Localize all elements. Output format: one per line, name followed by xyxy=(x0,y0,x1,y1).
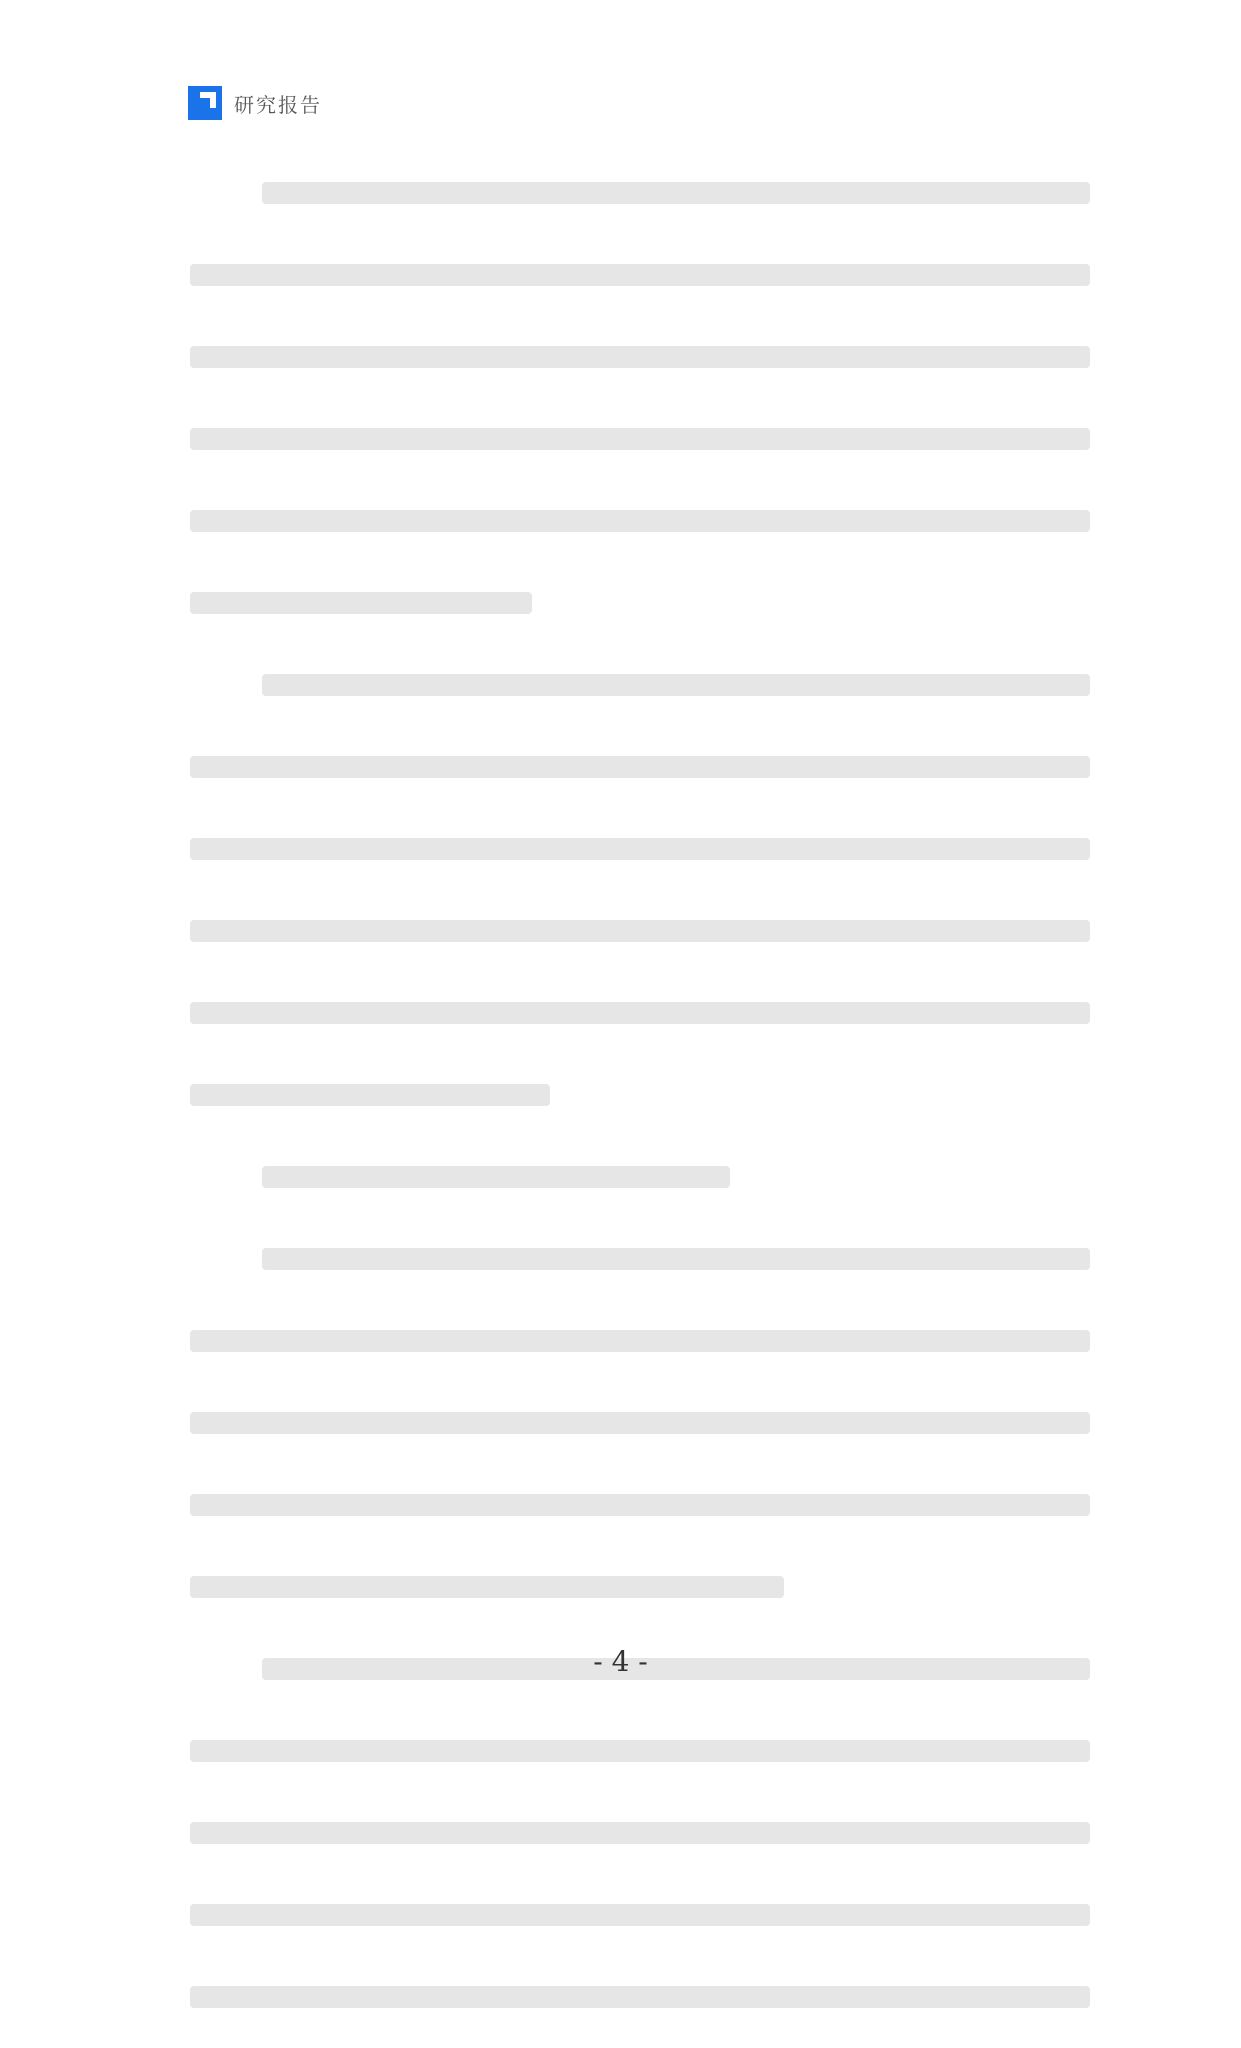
paragraph-line xyxy=(190,1412,1090,1474)
document-body xyxy=(190,162,1090,2048)
paragraph-line xyxy=(190,838,1090,900)
paragraph-line xyxy=(190,428,1090,490)
page-header xyxy=(188,86,322,120)
paragraph-line xyxy=(190,592,1090,654)
paragraph-line xyxy=(190,1494,1090,1556)
paragraph-line xyxy=(190,756,1090,818)
report-logo-icon xyxy=(188,86,222,120)
paragraph-line xyxy=(190,182,1090,244)
paragraph-line xyxy=(190,346,1090,408)
paragraph-line xyxy=(190,1740,1090,1802)
paragraph-line xyxy=(190,1986,1090,2048)
paragraph-line xyxy=(190,1330,1090,1392)
paragraph-line xyxy=(190,1904,1090,1966)
paragraph-line xyxy=(190,920,1090,982)
paragraph-line xyxy=(190,1084,1090,1146)
paragraph-line xyxy=(190,1822,1090,1884)
header-title: 研究报告 xyxy=(234,92,322,117)
paragraph-line xyxy=(190,510,1090,572)
paragraph-line xyxy=(190,1576,1090,1638)
paragraph-line xyxy=(190,1002,1090,1064)
paragraph-line xyxy=(190,1248,1090,1310)
section-heading xyxy=(190,1166,1090,1228)
paragraph-line xyxy=(190,674,1090,736)
paragraph-line xyxy=(190,264,1090,326)
page-number: - 4 - xyxy=(593,1645,648,1678)
